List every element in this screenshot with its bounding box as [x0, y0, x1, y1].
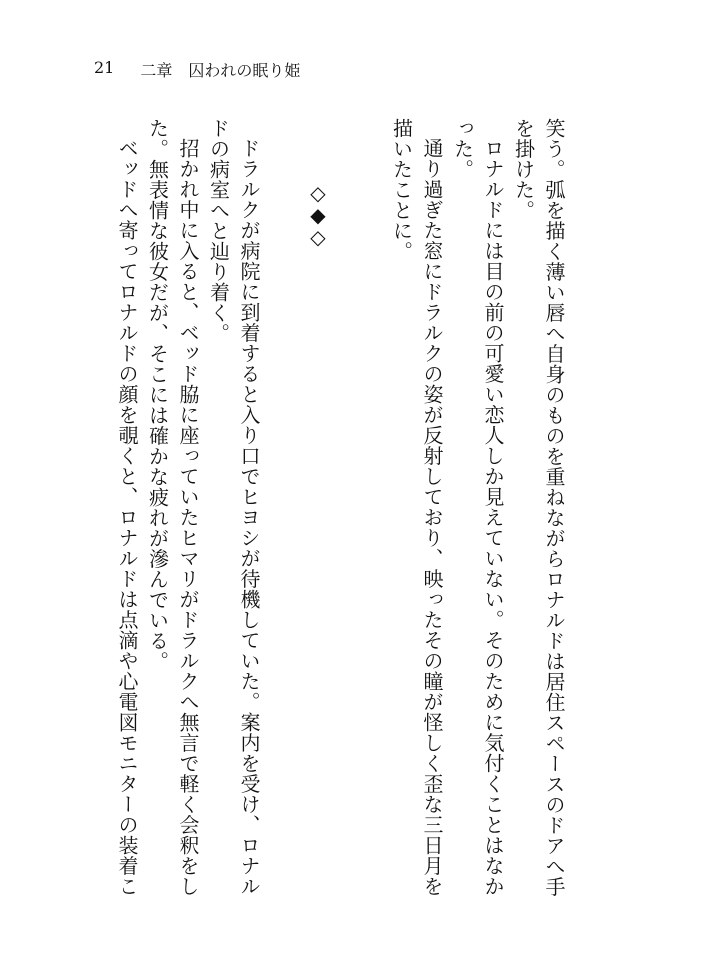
- text-line: 笑う。弧を描く薄い唇へ自身のものを重ねながらロナルドは居住スペースのドアへ手: [542, 118, 566, 897]
- text-line: た。無表情な彼女だが、そこには確かな疲れが滲んでいる。: [145, 118, 170, 672]
- text-line: ドの病室へと辿り着く。: [206, 118, 231, 344]
- text-line: 招かれ中に入ると、ベッド脇に座っていたヒマリがドラルクへ無言で軽く会釈をし: [176, 138, 200, 897]
- scene-separator: [306, 182, 330, 248]
- text-line: ベッドへ寄ってロナルドの顔を覗くと、ロナルドは点滴や心電図モニターの装着こ: [115, 138, 139, 897]
- text-line: ロナルドには目の前の可愛い恋人しか見えていない。そのために気付くことはなか: [481, 138, 505, 897]
- text-line: 通り過ぎた窓にドラルクの姿が反射しており、映ったその瞳が怪しく歪な三日月を: [420, 138, 444, 897]
- page-number: 21: [94, 58, 115, 77]
- hollow-diamond-icon: ◇: [310, 225, 326, 249]
- blank-line: [356, 118, 387, 904]
- filled-diamond-icon: ◆: [310, 203, 326, 227]
- blank-line: [264, 118, 295, 904]
- text-line: った。: [450, 118, 475, 180]
- text-line: 描いたことに。: [389, 118, 414, 262]
- text-line: ドラルクが病院に到着すると入り口でヒヨシが待機していた。案内を受け、ロナル: [237, 138, 261, 897]
- body-text: [112, 118, 570, 904]
- text-line: を掛けた。: [511, 118, 536, 221]
- chapter-title: 二章 囚われの眠り姫: [140, 61, 301, 80]
- hollow-diamond-icon: ◇: [310, 181, 326, 205]
- running-header: [94, 58, 300, 81]
